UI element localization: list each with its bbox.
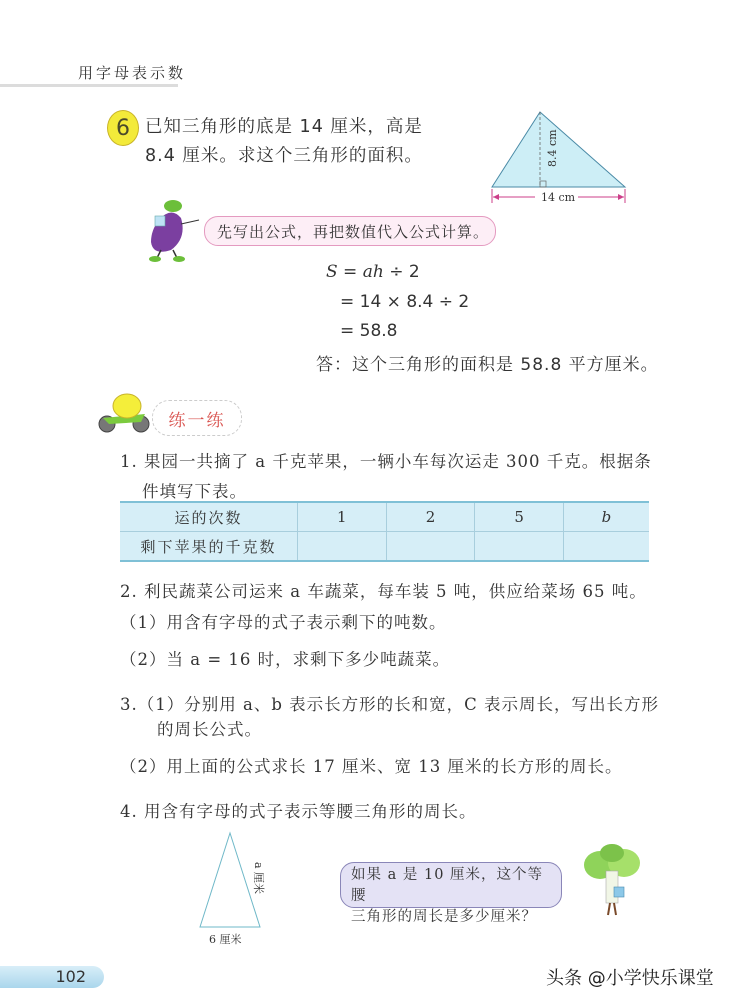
- page-number: 102: [0, 966, 104, 988]
- eggplant-mascot-icon: [135, 198, 207, 268]
- question-4-hint-bubble: [340, 862, 562, 925]
- table-header-cell: 运的次数: [120, 502, 298, 532]
- table-row: [120, 532, 649, 562]
- question-4: 4. 用含有字母的式子表示等腰三角形的周长。: [120, 802, 477, 821]
- watermark: 头条 @小学快乐课堂: [546, 968, 714, 989]
- question-1: [120, 447, 660, 507]
- question-1-line1: 1. 果园一共摘了 a 千克苹果，一辆小车每次运走 300 千克。根据条: [120, 452, 652, 471]
- table-cell-empty: [298, 532, 387, 562]
- trips-table: [120, 501, 649, 562]
- question-3-part-1-cont: 的周长公式。: [157, 720, 262, 739]
- table-cell: 1: [298, 502, 387, 532]
- chapter-title: 用字母表示数: [78, 64, 187, 82]
- practice-section-title: 练一练: [152, 400, 242, 436]
- formula-line-2: = 14 × 8.4 ÷ 2: [340, 292, 470, 312]
- height-label: 8.4 cm: [546, 129, 559, 167]
- example-question-line2: 8.4 厘米。求这个三角形的面积。: [145, 146, 423, 166]
- question-3-part-2: （2）用上面的公式求长 17 厘米、宽 13 厘米的长方形的周长。: [120, 757, 623, 776]
- example-question-line1: 已知三角形的底是 14 厘米，高是: [145, 117, 423, 137]
- triangle-figure: [490, 105, 640, 214]
- question-3-part-1: 3.（1）分别用 a、b 表示长方形的长和宽，C 表示周长，写出长方形: [120, 695, 659, 714]
- example-answer: 答：这个三角形的面积是 58.8 平方厘米。: [316, 355, 659, 375]
- table-cell: b: [563, 502, 649, 532]
- hint-speech-bubble: 先写出公式，再把数值代入公式计算。: [204, 216, 496, 246]
- base-label: 6 厘米: [209, 933, 242, 946]
- question-1-line2: 件填写下表。: [142, 482, 247, 501]
- table-header-cell: 剩下苹果的千克数: [120, 532, 298, 562]
- formula-line-1: S = ah ÷ 2: [326, 262, 420, 282]
- table-cell-empty: [475, 532, 564, 562]
- cabbage-mascot-icon: [578, 843, 648, 927]
- table-cell-empty: [563, 532, 649, 562]
- table-row: [120, 502, 649, 532]
- question-2-part-1: （1）用含有字母的式子表示剩下的吨数。: [120, 613, 447, 632]
- table-cell: 2: [386, 502, 475, 532]
- header-divider: [0, 84, 178, 87]
- example-question: [145, 113, 423, 171]
- isosceles-triangle-figure: [195, 830, 285, 952]
- lemon-motorbike-icon: [95, 392, 155, 438]
- base-label: 14 cm: [541, 191, 576, 204]
- question-2: 2. 利民蔬菜公司运来 a 车蔬菜，每车装 5 吨，供应给菜场 65 吨。: [120, 582, 647, 601]
- table-cell: 5: [475, 502, 564, 532]
- table-cell-empty: [386, 532, 475, 562]
- hint-line2: 三角形的周长是多少厘米？: [351, 909, 537, 925]
- question-2-part-2: （2）当 a = 16 时，求剩下多少吨蔬菜。: [120, 650, 451, 669]
- formula-line-3: = 58.8: [340, 321, 398, 341]
- side-label: a 厘米: [252, 862, 265, 895]
- hint-line1: 如果 a 是 10 厘米，这个等腰: [351, 867, 544, 904]
- example-number-badge: 6: [107, 110, 139, 146]
